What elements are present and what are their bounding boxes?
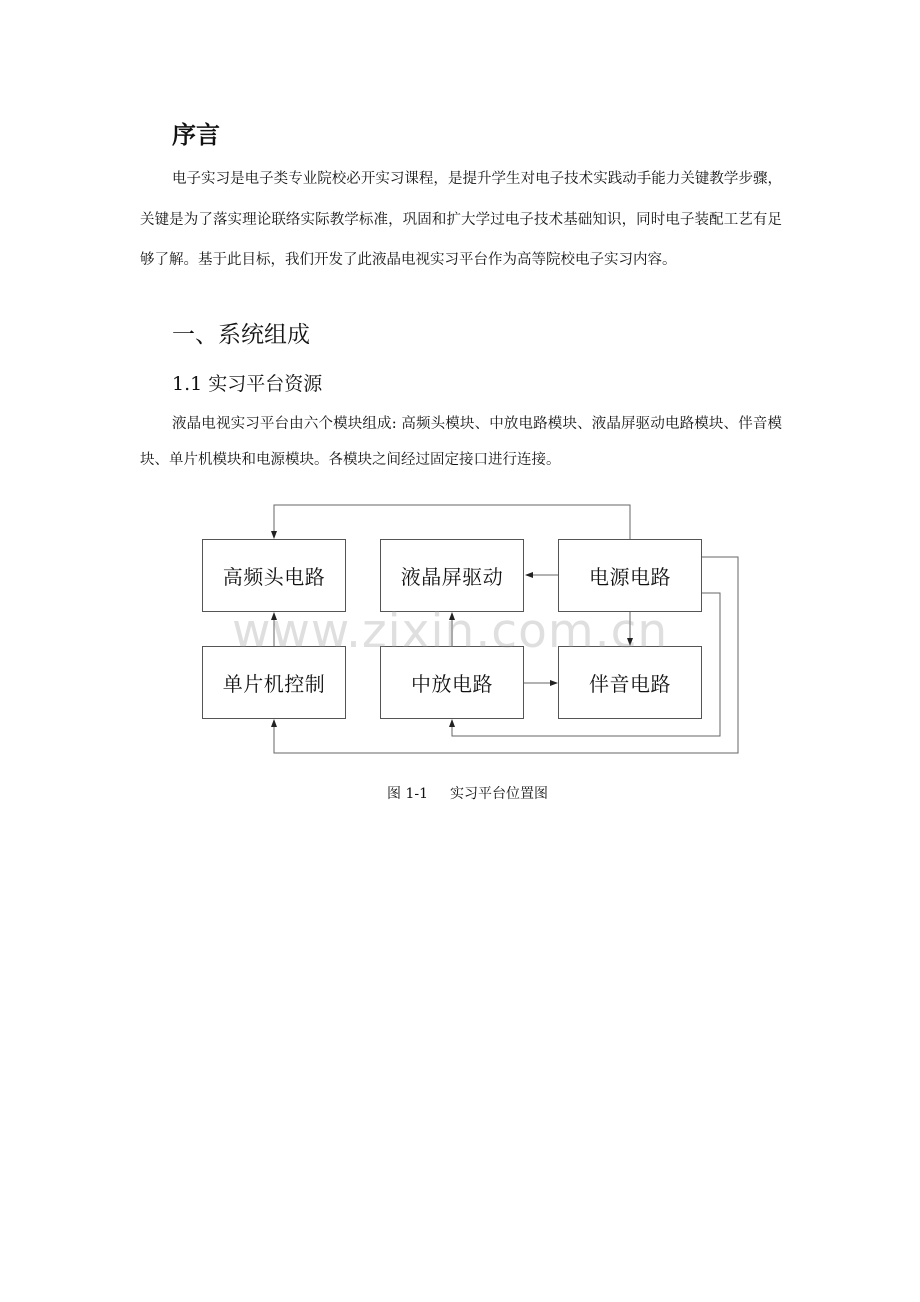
tuner-block: 高频头电路	[202, 539, 346, 612]
figure-caption-text: 实习平台位置图	[450, 786, 548, 802]
preface-paragraph: 电子实习是电子类专业院校必开实习课程，是提升学生对电子技术实践动手能力关键教学步骤，关键是为了落实理论联络实际教学标准，巩固和扩大学过电子技术基础知识，同时电子装配工艺有足够了解。基于此目标，我们开发了此液晶电视实习平台作为高等院校电子实习内容。	[140, 171, 782, 268]
figure-caption	[387, 784, 548, 804]
watermark: www.zixin.com.cn	[232, 604, 669, 659]
subsection-heading: 1.1 实习平台资源	[172, 373, 323, 395]
audio-block: 伴音电路	[558, 646, 702, 719]
lcd-driver-block: 液晶屏驱动	[380, 539, 524, 612]
subsection-paragraph: 液晶电视实习平台由六个模块组成: 高频头模块、中放电路模块、液晶屏驱动电路模块、伴音模块、单片机模块和电源模块。各模块之间经过固定接口进行连接。	[140, 416, 782, 468]
power-block: 电源电路	[558, 539, 702, 612]
figure-number: 图 1-1	[387, 786, 428, 802]
if-amp-block: 中放电路	[380, 646, 524, 719]
mcu-block: 单片机控制	[202, 646, 346, 719]
block-diagram	[190, 495, 750, 765]
preface-heading: 序言	[172, 120, 220, 149]
power-to-tuner-line	[274, 505, 630, 539]
section-heading: 一、系统组成	[172, 322, 310, 348]
connection-lines	[190, 495, 750, 765]
